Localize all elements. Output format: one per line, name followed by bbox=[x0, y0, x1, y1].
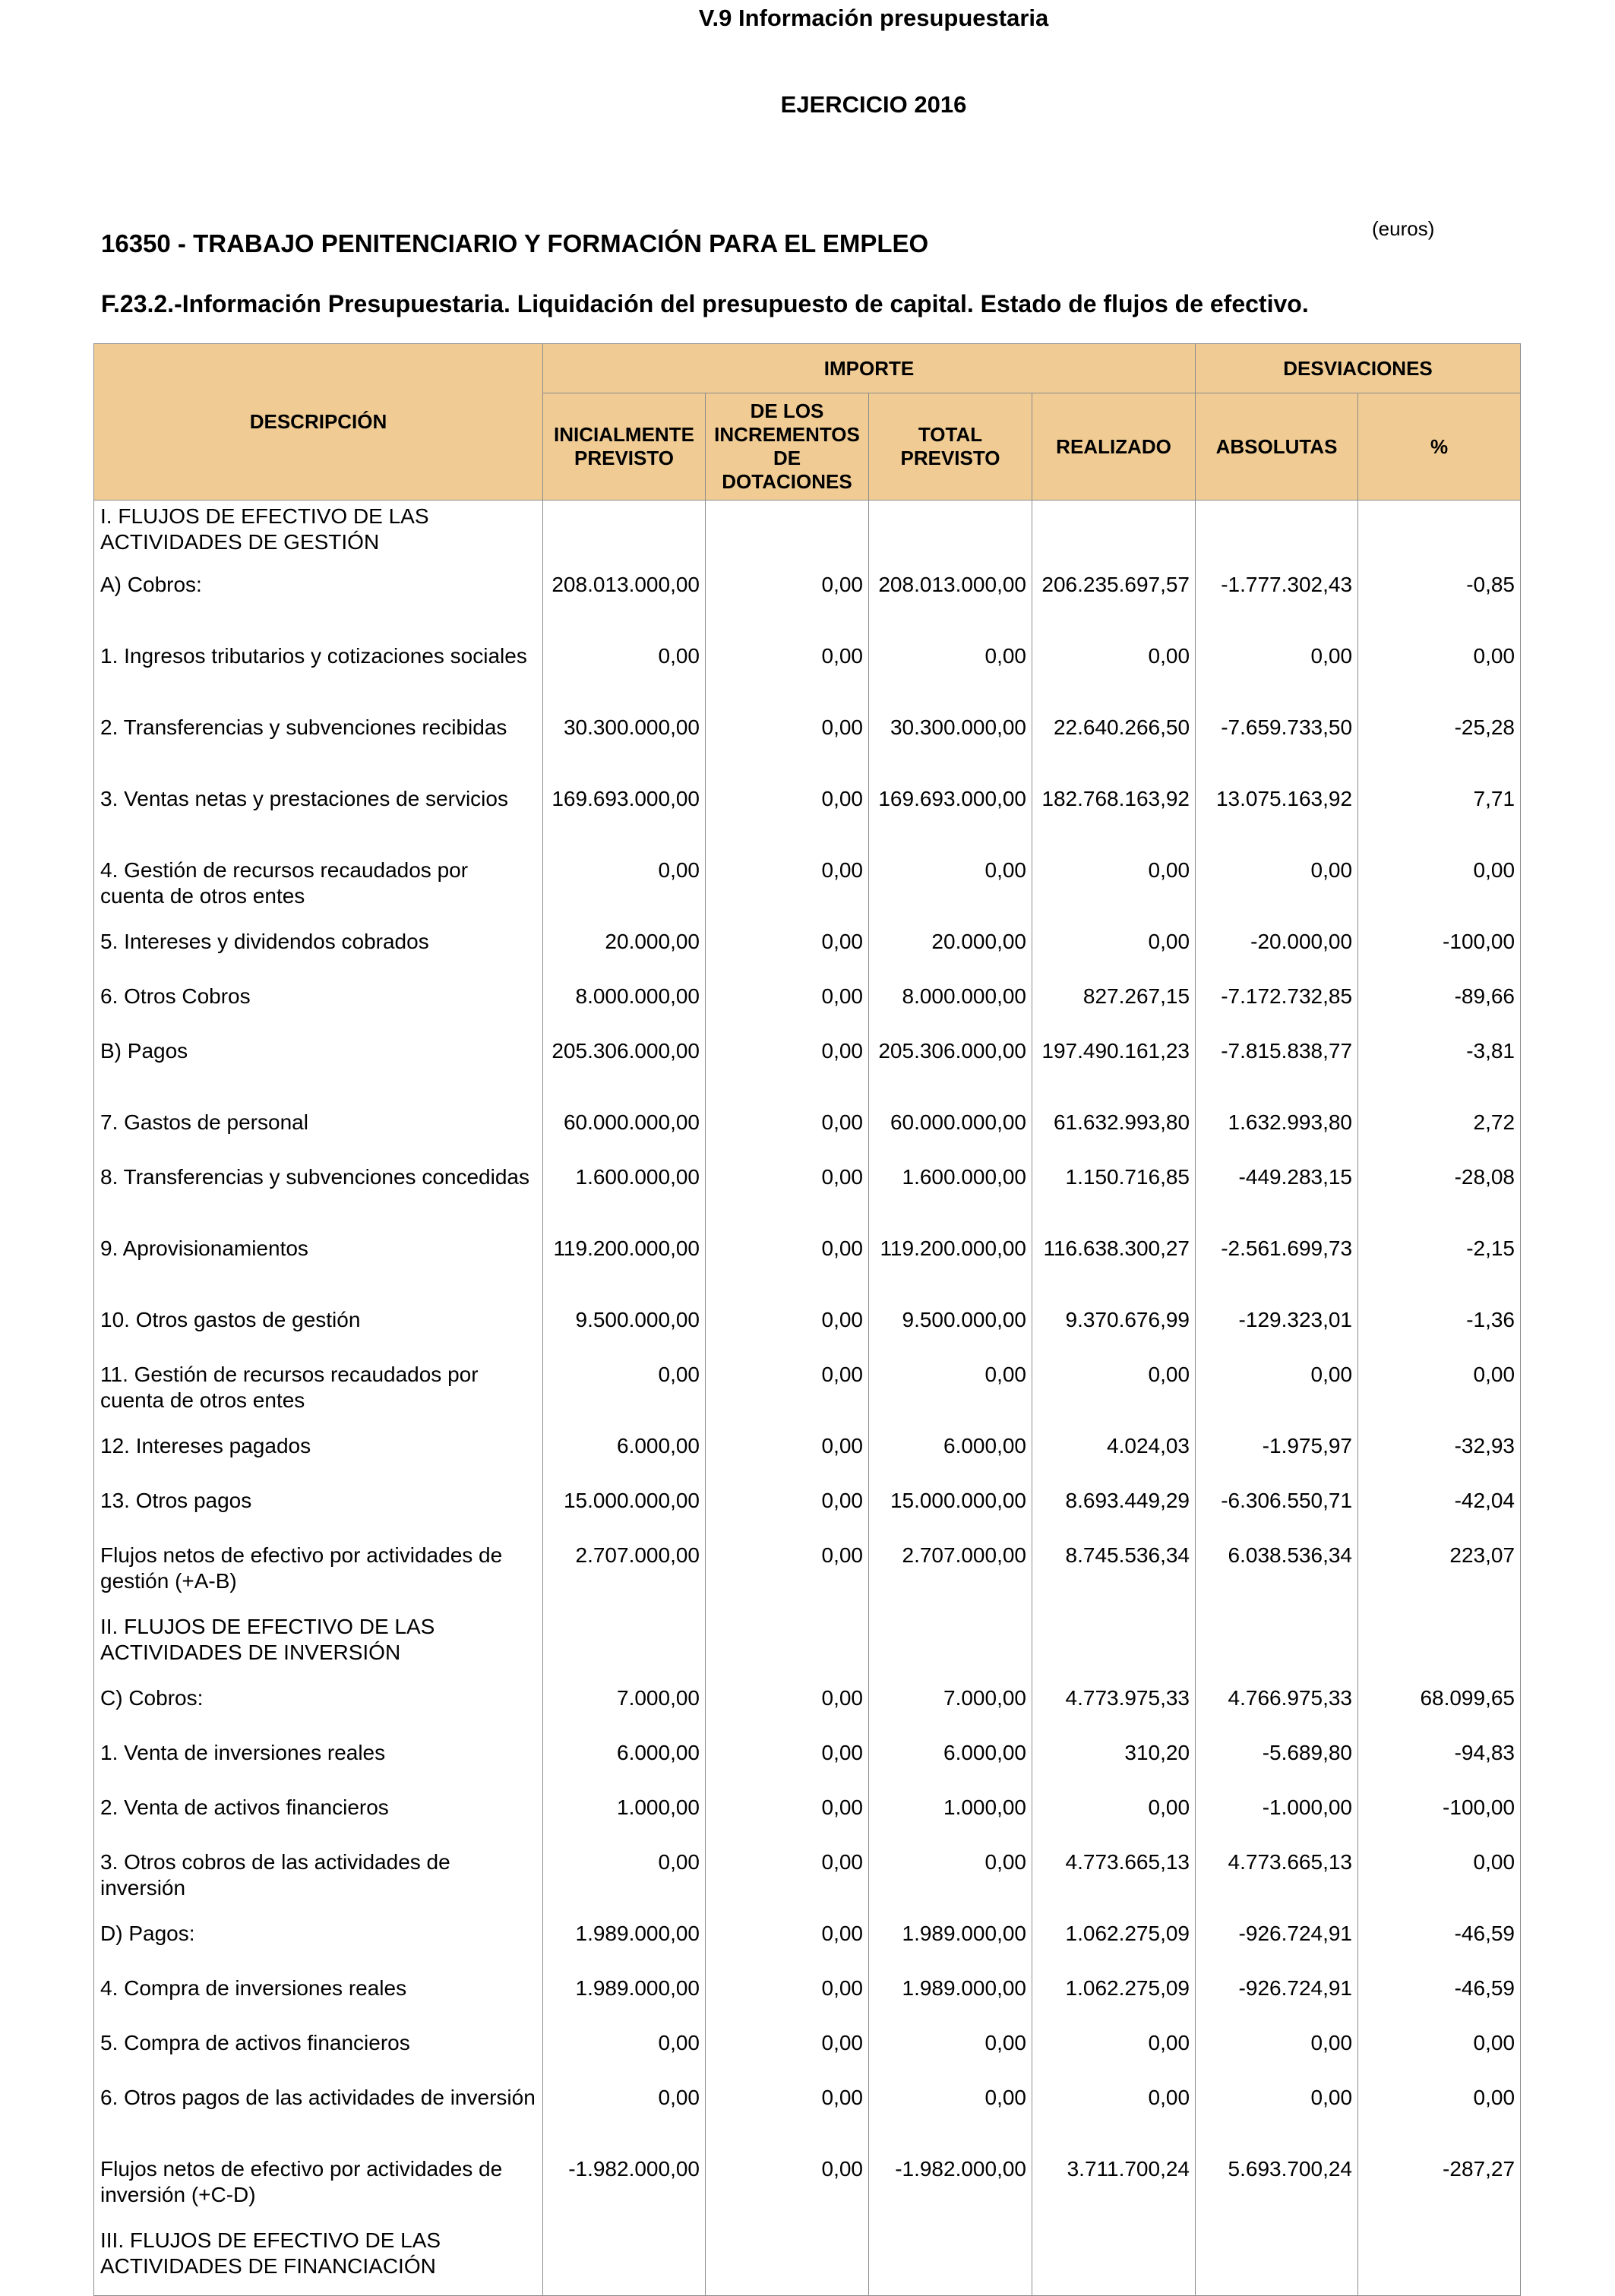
cell-percent: -0,85 bbox=[1358, 569, 1521, 640]
row-description: II. FLUJOS DE EFECTIVO DE LAS ACTIVIDADES DE INVERSIÓN bbox=[94, 1611, 543, 1682]
table-row bbox=[94, 1972, 1521, 2027]
row-description: 3. Ventas netas y prestaciones de servicios bbox=[94, 783, 543, 854]
cell-absolutas: -20.000,00 bbox=[1196, 926, 1358, 981]
row-description: Flujos netos de efectivo por actividades de inversión (+C-D) bbox=[94, 2153, 543, 2225]
row-description: 9. Aprovisionamientos bbox=[94, 1233, 543, 1304]
row-description: 1. Venta de inversiones reales bbox=[94, 1737, 543, 1792]
row-description: 2. Transferencias y subvenciones recibidas bbox=[94, 712, 543, 783]
cell-incrementos: 0,00 bbox=[706, 1682, 869, 1737]
cell-total-previsto: 0,00 bbox=[869, 854, 1032, 926]
table-row bbox=[94, 1430, 1521, 1485]
cell-incrementos: 0,00 bbox=[706, 1035, 869, 1107]
cell-incrementos: 0,00 bbox=[706, 1430, 869, 1485]
cell-incrementos: 0,00 bbox=[706, 1918, 869, 1972]
row-description: 6. Otros Cobros bbox=[94, 981, 543, 1035]
cell-realizado: 197.490.161,23 bbox=[1032, 1035, 1196, 1107]
cell-realizado bbox=[1032, 2225, 1196, 2296]
cell-inicialmente-previsto: 208.013.000,00 bbox=[543, 569, 706, 640]
group-header-desviaciones: DESVIACIONES bbox=[1196, 344, 1521, 393]
cell-incrementos: 0,00 bbox=[706, 2082, 869, 2153]
cell-realizado: 1.150.716,85 bbox=[1032, 1161, 1196, 1233]
cell-realizado: 0,00 bbox=[1032, 1792, 1196, 1846]
cell-inicialmente-previsto: 60.000.000,00 bbox=[543, 1107, 706, 1161]
cell-total-previsto: 1.989.000,00 bbox=[869, 1918, 1032, 1972]
cell-inicialmente-previsto: 0,00 bbox=[543, 1359, 706, 1430]
cell-absolutas: -926.724,91 bbox=[1196, 1918, 1358, 1972]
table-row bbox=[94, 1846, 1521, 1918]
cell-realizado: 206.235.697,57 bbox=[1032, 569, 1196, 640]
cell-inicialmente-previsto: 2.707.000,00 bbox=[543, 1540, 706, 1611]
cell-absolutas: -1.777.302,43 bbox=[1196, 569, 1358, 640]
cell-percent: 223,07 bbox=[1358, 1540, 1521, 1611]
cell-absolutas: -7.659.733,50 bbox=[1196, 712, 1358, 783]
cell-realizado: 827.267,15 bbox=[1032, 981, 1196, 1035]
cell-inicialmente-previsto: 0,00 bbox=[543, 640, 706, 712]
cell-incrementos: 0,00 bbox=[706, 783, 869, 854]
cell-inicialmente-previsto bbox=[543, 501, 706, 569]
cell-percent: -1,36 bbox=[1358, 1304, 1521, 1359]
cell-incrementos: 0,00 bbox=[706, 2027, 869, 2082]
row-description: 7. Gastos de personal bbox=[94, 1107, 543, 1161]
cell-inicialmente-previsto: 1.000,00 bbox=[543, 1792, 706, 1846]
cell-inicialmente-previsto bbox=[543, 2225, 706, 2296]
cell-realizado: 3.711.700,24 bbox=[1032, 2153, 1196, 2225]
row-description: 2. Venta de activos financieros bbox=[94, 1792, 543, 1846]
cell-incrementos: 0,00 bbox=[706, 2153, 869, 2225]
cell-incrementos: 0,00 bbox=[706, 854, 869, 926]
cell-total-previsto: 169.693.000,00 bbox=[869, 783, 1032, 854]
cell-realizado bbox=[1032, 501, 1196, 569]
cell-percent: -100,00 bbox=[1358, 1792, 1521, 1846]
table-row bbox=[94, 854, 1521, 926]
cell-absolutas: -129.323,01 bbox=[1196, 1304, 1358, 1359]
table-row bbox=[94, 2153, 1521, 2225]
cell-total-previsto: 7.000,00 bbox=[869, 1682, 1032, 1737]
cell-incrementos: 0,00 bbox=[706, 569, 869, 640]
table-row bbox=[94, 1611, 1521, 1682]
cell-realizado: 0,00 bbox=[1032, 854, 1196, 926]
cell-realizado: 0,00 bbox=[1032, 640, 1196, 712]
cell-total-previsto: 6.000,00 bbox=[869, 1737, 1032, 1792]
cell-percent: 7,71 bbox=[1358, 783, 1521, 854]
cell-absolutas: -926.724,91 bbox=[1196, 1972, 1358, 2027]
cell-percent: 0,00 bbox=[1358, 1359, 1521, 1430]
cell-absolutas: 13.075.163,92 bbox=[1196, 783, 1358, 854]
cell-inicialmente-previsto: 169.693.000,00 bbox=[543, 783, 706, 854]
row-description: 1. Ingresos tributarios y cotizaciones sociales bbox=[94, 640, 543, 712]
cell-inicialmente-previsto bbox=[543, 1611, 706, 1682]
cell-total-previsto: 20.000,00 bbox=[869, 926, 1032, 981]
cell-realizado bbox=[1032, 1611, 1196, 1682]
cell-total-previsto: 205.306.000,00 bbox=[869, 1035, 1032, 1107]
cell-incrementos bbox=[706, 1611, 869, 1682]
cell-absolutas: -6.306.550,71 bbox=[1196, 1485, 1358, 1540]
cell-percent: 0,00 bbox=[1358, 2082, 1521, 2153]
cell-percent: -25,28 bbox=[1358, 712, 1521, 783]
cell-incrementos: 0,00 bbox=[706, 1540, 869, 1611]
cell-inicialmente-previsto: 20.000,00 bbox=[543, 926, 706, 981]
cell-absolutas: 0,00 bbox=[1196, 2082, 1358, 2153]
cell-absolutas: 4.766.975,33 bbox=[1196, 1682, 1358, 1737]
cell-percent: -3,81 bbox=[1358, 1035, 1521, 1107]
row-description: C) Cobros: bbox=[94, 1682, 543, 1737]
table-row bbox=[94, 1107, 1521, 1161]
cell-incrementos bbox=[706, 501, 869, 569]
cell-inicialmente-previsto: 0,00 bbox=[543, 1846, 706, 1918]
cell-realizado: 4.024,03 bbox=[1032, 1430, 1196, 1485]
cell-incrementos: 0,00 bbox=[706, 712, 869, 783]
table-row bbox=[94, 2027, 1521, 2082]
table-row bbox=[94, 1540, 1521, 1611]
cell-percent: -46,59 bbox=[1358, 1918, 1521, 1972]
cell-inicialmente-previsto: 119.200.000,00 bbox=[543, 1233, 706, 1304]
table-row bbox=[94, 1737, 1521, 1792]
row-description: 3. Otros cobros de las actividades de inversión bbox=[94, 1846, 543, 1918]
cell-incrementos: 0,00 bbox=[706, 1792, 869, 1846]
table-row bbox=[94, 2225, 1521, 2296]
cell-realizado: 116.638.300,27 bbox=[1032, 1233, 1196, 1304]
row-description: 8. Transferencias y subvenciones concedidas bbox=[94, 1161, 543, 1233]
cell-realizado: 0,00 bbox=[1032, 1359, 1196, 1430]
cell-inicialmente-previsto: 15.000.000,00 bbox=[543, 1485, 706, 1540]
cell-inicialmente-previsto: 9.500.000,00 bbox=[543, 1304, 706, 1359]
row-description: 6. Otros pagos de las actividades de inversión bbox=[94, 2082, 543, 2153]
cell-absolutas bbox=[1196, 1611, 1358, 1682]
section-title: V.9 Información presupuestaria bbox=[698, 5, 1049, 31]
cell-incrementos: 0,00 bbox=[706, 1485, 869, 1540]
table-row bbox=[94, 981, 1521, 1035]
cell-percent: -100,00 bbox=[1358, 926, 1521, 981]
table-row bbox=[94, 783, 1521, 854]
row-description: 10. Otros gastos de gestión bbox=[94, 1304, 543, 1359]
table-row bbox=[94, 1918, 1521, 1972]
cell-percent: 0,00 bbox=[1358, 2027, 1521, 2082]
table-row bbox=[94, 1792, 1521, 1846]
cell-absolutas: 4.773.665,13 bbox=[1196, 1846, 1358, 1918]
cell-realizado: 182.768.163,92 bbox=[1032, 783, 1196, 854]
cell-inicialmente-previsto: 0,00 bbox=[543, 854, 706, 926]
cell-incrementos: 0,00 bbox=[706, 1359, 869, 1430]
cell-inicialmente-previsto: -1.982.000,00 bbox=[543, 2153, 706, 2225]
cell-incrementos: 0,00 bbox=[706, 1107, 869, 1161]
cell-absolutas bbox=[1196, 2225, 1358, 2296]
cell-percent: 0,00 bbox=[1358, 854, 1521, 926]
cell-total-previsto: 15.000.000,00 bbox=[869, 1485, 1032, 1540]
cell-inicialmente-previsto: 1.600.000,00 bbox=[543, 1161, 706, 1233]
col-header-total-previsto: TOTAL PREVISTO bbox=[869, 393, 1032, 501]
cell-incrementos: 0,00 bbox=[706, 1972, 869, 2027]
row-description: 4. Compra de inversiones reales bbox=[94, 1972, 543, 2027]
cell-percent bbox=[1358, 2225, 1521, 2296]
cell-absolutas: 6.038.536,34 bbox=[1196, 1540, 1358, 1611]
cell-inicialmente-previsto: 0,00 bbox=[543, 2027, 706, 2082]
row-description: D) Pagos: bbox=[94, 1918, 543, 1972]
cell-total-previsto: 0,00 bbox=[869, 2027, 1032, 2082]
cell-total-previsto: 8.000.000,00 bbox=[869, 981, 1032, 1035]
col-header-percent: % bbox=[1358, 393, 1521, 501]
cell-total-previsto: 2.707.000,00 bbox=[869, 1540, 1032, 1611]
cell-total-previsto: 1.989.000,00 bbox=[869, 1972, 1032, 2027]
cell-inicialmente-previsto: 30.300.000,00 bbox=[543, 712, 706, 783]
col-header-descripcion: DESCRIPCIÓN bbox=[94, 344, 543, 501]
cell-total-previsto: 30.300.000,00 bbox=[869, 712, 1032, 783]
cell-percent: 0,00 bbox=[1358, 1846, 1521, 1918]
cell-percent: -94,83 bbox=[1358, 1737, 1521, 1792]
table-row bbox=[94, 501, 1521, 569]
cell-realizado: 4.773.975,33 bbox=[1032, 1682, 1196, 1737]
cell-percent: 68.099,65 bbox=[1358, 1682, 1521, 1737]
cell-inicialmente-previsto: 1.989.000,00 bbox=[543, 1972, 706, 2027]
cell-inicialmente-previsto: 1.989.000,00 bbox=[543, 1918, 706, 1972]
cell-absolutas bbox=[1196, 501, 1358, 569]
cell-absolutas: -7.815.838,77 bbox=[1196, 1035, 1358, 1107]
cell-percent: -28,08 bbox=[1358, 1161, 1521, 1233]
row-description: A) Cobros: bbox=[94, 569, 543, 640]
col-header-inicialmente-previsto: INICIALMENTE PREVISTO bbox=[543, 393, 706, 501]
cell-percent: -32,93 bbox=[1358, 1430, 1521, 1485]
cell-realizado: 61.632.993,80 bbox=[1032, 1107, 1196, 1161]
row-description: 13. Otros pagos bbox=[94, 1485, 543, 1540]
cell-realizado: 22.640.266,50 bbox=[1032, 712, 1196, 783]
group-header-importe: IMPORTE bbox=[543, 344, 1196, 393]
table-row bbox=[94, 1035, 1521, 1107]
cell-total-previsto: 6.000,00 bbox=[869, 1430, 1032, 1485]
cell-realizado: 0,00 bbox=[1032, 926, 1196, 981]
cell-total-previsto: 0,00 bbox=[869, 2082, 1032, 2153]
col-header-incrementos: DE LOS INCREMENTOS DE DOTACIONES bbox=[706, 393, 869, 501]
cell-absolutas: 0,00 bbox=[1196, 1359, 1358, 1430]
table-row bbox=[94, 1161, 1521, 1233]
cell-total-previsto: -1.982.000,00 bbox=[869, 2153, 1032, 2225]
cell-absolutas: 1.632.993,80 bbox=[1196, 1107, 1358, 1161]
table-row bbox=[94, 569, 1521, 640]
row-description: 12. Intereses pagados bbox=[94, 1430, 543, 1485]
table-row bbox=[94, 640, 1521, 712]
cell-realizado: 4.773.665,13 bbox=[1032, 1846, 1196, 1918]
cell-incrementos: 0,00 bbox=[706, 1846, 869, 1918]
table-row bbox=[94, 1359, 1521, 1430]
col-header-absolutas: ABSOLUTAS bbox=[1196, 393, 1358, 501]
cell-total-previsto: 1.000,00 bbox=[869, 1792, 1032, 1846]
table-body bbox=[94, 501, 1521, 2296]
table-row bbox=[94, 1233, 1521, 1304]
cell-total-previsto: 208.013.000,00 bbox=[869, 569, 1032, 640]
cell-realizado: 310,20 bbox=[1032, 1737, 1196, 1792]
row-description: B) Pagos bbox=[94, 1035, 543, 1107]
cell-incrementos: 0,00 bbox=[706, 981, 869, 1035]
cell-total-previsto bbox=[869, 1611, 1032, 1682]
cell-total-previsto: 9.500.000,00 bbox=[869, 1304, 1032, 1359]
row-description: I. FLUJOS DE EFECTIVO DE LAS ACTIVIDADES DE GESTIÓN bbox=[94, 501, 543, 569]
entity-title: 16350 - TRABAJO PENITENCIARIO Y FORMACIÓN PARA EL EMPLEO bbox=[101, 229, 929, 257]
cell-incrementos: 0,00 bbox=[706, 926, 869, 981]
cell-incrementos bbox=[706, 2225, 869, 2296]
table-row bbox=[94, 1485, 1521, 1540]
cell-absolutas: 0,00 bbox=[1196, 2027, 1358, 2082]
col-header-realizado: REALIZADO bbox=[1032, 393, 1196, 501]
cell-incrementos: 0,00 bbox=[706, 1161, 869, 1233]
exercise-title: EJERCICIO 2016 bbox=[780, 91, 967, 118]
cell-percent bbox=[1358, 1611, 1521, 1682]
currency-note: (euros) bbox=[1372, 217, 1435, 240]
cell-total-previsto bbox=[869, 2225, 1032, 2296]
cell-absolutas: -2.561.699,73 bbox=[1196, 1233, 1358, 1304]
cell-percent: 0,00 bbox=[1358, 640, 1521, 712]
cell-percent: -287,27 bbox=[1358, 2153, 1521, 2225]
cell-absolutas: -7.172.732,85 bbox=[1196, 981, 1358, 1035]
cell-absolutas: -5.689,80 bbox=[1196, 1737, 1358, 1792]
cell-total-previsto: 119.200.000,00 bbox=[869, 1233, 1032, 1304]
cell-percent: -42,04 bbox=[1358, 1485, 1521, 1540]
cell-total-previsto: 0,00 bbox=[869, 1359, 1032, 1430]
cell-inicialmente-previsto: 0,00 bbox=[543, 2082, 706, 2153]
group-header-row bbox=[94, 344, 1521, 393]
cell-incrementos: 0,00 bbox=[706, 1737, 869, 1792]
cell-total-previsto bbox=[869, 501, 1032, 569]
row-description: 11. Gestión de recursos recaudados por cuenta de otros entes bbox=[94, 1359, 543, 1430]
cell-realizado: 0,00 bbox=[1032, 2082, 1196, 2153]
cell-absolutas: 0,00 bbox=[1196, 640, 1358, 712]
cell-realizado: 0,00 bbox=[1032, 2027, 1196, 2082]
cell-realizado: 8.693.449,29 bbox=[1032, 1485, 1196, 1540]
cell-total-previsto: 60.000.000,00 bbox=[869, 1107, 1032, 1161]
cell-total-previsto: 0,00 bbox=[869, 1846, 1032, 1918]
row-description: 5. Intereses y dividendos cobrados bbox=[94, 926, 543, 981]
cell-inicialmente-previsto: 7.000,00 bbox=[543, 1682, 706, 1737]
cell-percent: 2,72 bbox=[1358, 1107, 1521, 1161]
cell-incrementos: 0,00 bbox=[706, 640, 869, 712]
row-description: III. FLUJOS DE EFECTIVO DE LAS ACTIVIDADES DE FINANCIACIÓN bbox=[94, 2225, 543, 2296]
row-description: Flujos netos de efectivo por actividades de gestión (+A-B) bbox=[94, 1540, 543, 1611]
cell-inicialmente-previsto: 6.000,00 bbox=[543, 1737, 706, 1792]
cell-total-previsto: 0,00 bbox=[869, 640, 1032, 712]
cell-absolutas: -1.975,97 bbox=[1196, 1430, 1358, 1485]
cell-realizado: 8.745.536,34 bbox=[1032, 1540, 1196, 1611]
cell-inicialmente-previsto: 205.306.000,00 bbox=[543, 1035, 706, 1107]
cell-percent: -2,15 bbox=[1358, 1233, 1521, 1304]
table-row bbox=[94, 926, 1521, 981]
cell-incrementos: 0,00 bbox=[706, 1304, 869, 1359]
cell-inicialmente-previsto: 6.000,00 bbox=[543, 1430, 706, 1485]
cell-realizado: 9.370.676,99 bbox=[1032, 1304, 1196, 1359]
row-description: 5. Compra de activos financieros bbox=[94, 2027, 543, 2082]
cell-absolutas: 0,00 bbox=[1196, 854, 1358, 926]
row-description: 4. Gestión de recursos recaudados por cuenta de otros entes bbox=[94, 854, 543, 926]
cell-percent: -46,59 bbox=[1358, 1972, 1521, 2027]
table-row bbox=[94, 712, 1521, 783]
cell-absolutas: -1.000,00 bbox=[1196, 1792, 1358, 1846]
cell-realizado: 1.062.275,09 bbox=[1032, 1918, 1196, 1972]
cell-realizado: 1.062.275,09 bbox=[1032, 1972, 1196, 2027]
table-row bbox=[94, 1682, 1521, 1737]
cell-inicialmente-previsto: 8.000.000,00 bbox=[543, 981, 706, 1035]
cell-total-previsto: 1.600.000,00 bbox=[869, 1161, 1032, 1233]
table-row bbox=[94, 1304, 1521, 1359]
cell-incrementos: 0,00 bbox=[706, 1233, 869, 1304]
cell-absolutas: -449.283,15 bbox=[1196, 1161, 1358, 1233]
cell-absolutas: 5.693.700,24 bbox=[1196, 2153, 1358, 2225]
cell-percent: -89,66 bbox=[1358, 981, 1521, 1035]
cash-flow-table bbox=[93, 343, 1521, 2296]
report-subtitle: F.23.2.-Información Presupuestaria. Liquidación del presupuesto de capital. Estado de flujos de efectivo. bbox=[101, 290, 1309, 317]
cell-percent bbox=[1358, 501, 1521, 569]
table-row bbox=[94, 2082, 1521, 2153]
